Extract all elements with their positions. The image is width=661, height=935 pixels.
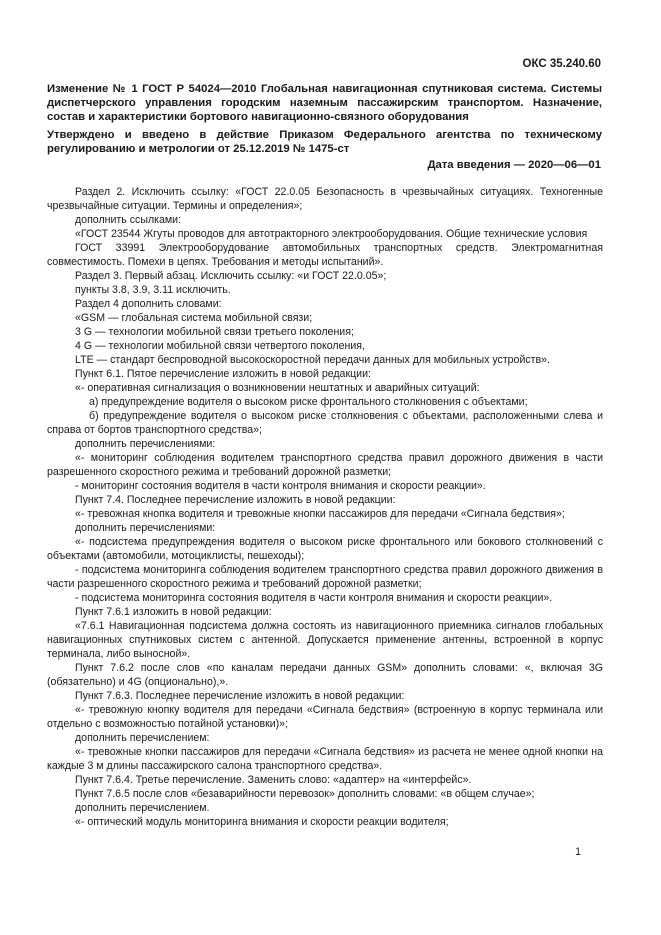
- paragraph: «- тревожные кнопки пассажиров для передачи «Сигнала бедствия» из расчета не менее одной кнопки на каждые 3 м длины пассажирского салона транспортного средства».: [47, 746, 603, 772]
- paragraph: - подсистема мониторинга состояния водителя в части контроля внимания и скорости реакции».: [75, 592, 553, 604]
- paragraph: дополнить перечислением:: [75, 732, 210, 744]
- paragraph: «- тревожная кнопка водителя и тревожные кнопки пассажиров для передачи «Сигнала бедствия»;: [75, 508, 565, 520]
- amendment-title: Изменение № 1 ГОСТ Р 54024—2010 Глобальная навигационная спутниковая система. Системы диспетчерского управления городским наземным пассажирским транспортом. Назначение, состав и характеристики бортового навигационно-связного оборудования: [47, 83, 602, 123]
- paragraph: 4 G — технологии мобильной связи четвертого поколения,: [75, 340, 365, 352]
- approval-statement: Утверждено и введено в действие Приказом Федерального агентства по техническому регулированию и метрологии от 25.12.2019 № 1475-ст: [47, 129, 602, 155]
- paragraph: пункты 3.8, 3.9, 3.11 исключить.: [75, 284, 231, 296]
- paragraph: Раздел 3. Первый абзац. Исключить ссылку: «и ГОСТ 22.0.05»;: [75, 270, 387, 282]
- paragraph: «- оптический модуль мониторинга внимания и скорости реакции водителя;: [75, 816, 449, 828]
- paragraph: Раздел 2. Исключить ссылку: «ГОСТ 22.0.05 Безопасность в чрезвычайных ситуациях. Техногенные чрезвычайные ситуации. Термины и определения»;: [47, 186, 603, 212]
- paragraph: «ГОСТ 23544 Жгуты проводов для автотракторного электрооборудования. Общие технические условия: [75, 228, 588, 240]
- paragraph: Пункт 7.6.3. Последнее перечисление изложить в новой редакции:: [75, 690, 405, 702]
- paragraph: 3 G — технологии мобильной связи третьего поколения;: [75, 326, 354, 338]
- paragraph: а) предупреждение водителя о высоком риске фронтального столкновения с объектами;: [89, 396, 528, 408]
- paragraph: Пункт 7.6.2 после слов «по каналам передачи данных GSM» дополнить словами: «, включая 3G (обязательно) и 4G (опционально),».: [47, 662, 603, 688]
- paragraph: дополнить перечислениями:: [75, 438, 216, 450]
- paragraph: «GSM — глобальная система мобильной связи;: [75, 312, 313, 324]
- paragraph: ГОСТ 33991 Электрооборудование автомобильных транспортных средств. Электромагнитная совместимость. Помехи в цепях. Требования и методы испытаний».: [47, 242, 603, 268]
- paragraph: - подсистема мониторинга соблюдения водителем транспортного средства правил дорожного движения в части разрешенного скоростного режима и требований дорожной разметки;: [47, 564, 603, 590]
- paragraph: «- оперативная сигнализация о возникновении нештатных и аварийных ситуаций:: [75, 382, 480, 394]
- paragraph: «- подсистема предупреждения водителя о высоком риске фронтального или бокового столкновений с объектами (автомобили, мотоциклисты, пешеходы);: [47, 536, 603, 562]
- paragraph: Пункт 7.6.4. Третье перечисление. Заменить слово: «адаптер» на «интерфейс».: [75, 774, 472, 786]
- page-number: 1: [575, 846, 581, 858]
- paragraph: LTE — стандарт беспроводной высокоскоростной передачи данных для мобильных устройств».: [75, 354, 550, 366]
- paragraph: дополнить перечислениями:: [75, 522, 216, 534]
- paragraph: дополнить ссылками:: [75, 214, 182, 226]
- classification-code: ОКС 35.240.60: [522, 58, 601, 70]
- document-body: [47, 185, 603, 829]
- paragraph: Пункт 6.1. Пятое перечисление изложить в новой редакции:: [75, 368, 371, 380]
- paragraph: дополнить перечислением.: [75, 802, 210, 814]
- paragraph: «7.6.1 Навигационная подсистема должна состоять из навигационного приемника сигналов глобальных навигационных спутниковых систем с антенной. Допускается применение антенны, встроенной в корпус терминала, либо выносной».: [47, 620, 603, 660]
- paragraph: Пункт 7.6.5 после слов «безаварийности перевозок» дополнить словами: «в общем случае»;: [75, 788, 535, 800]
- paragraph: Раздел 4 дополнить словами:: [75, 298, 222, 310]
- paragraph: - мониторинг состояния водителя в части контроля внимания и скорости реакции».: [75, 480, 486, 492]
- paragraph: Пункт 7.6.1 изложить в новой редакции:: [75, 606, 272, 618]
- paragraph: «- тревожную кнопку водителя для передачи «Сигнала бедствия» (встроенную в корпус терминала или отдельно с возможностью потайной установки)»;: [47, 704, 603, 730]
- paragraph: Пункт 7.4. Последнее перечисление изложить в новой редакции:: [75, 494, 396, 506]
- effective-date: Дата введения — 2020—06—01: [427, 159, 601, 171]
- paragraph: б) предупреждение водителя о высоком риске столкновения с объектами, расположенными слева и справа от бортов транспортного средства»;: [47, 410, 603, 436]
- paragraph: «- мониторинг соблюдения водителем транспортного средства правил дорожного движения в части разрешенного скоростного режима и требований дорожной разметки;: [47, 452, 603, 478]
